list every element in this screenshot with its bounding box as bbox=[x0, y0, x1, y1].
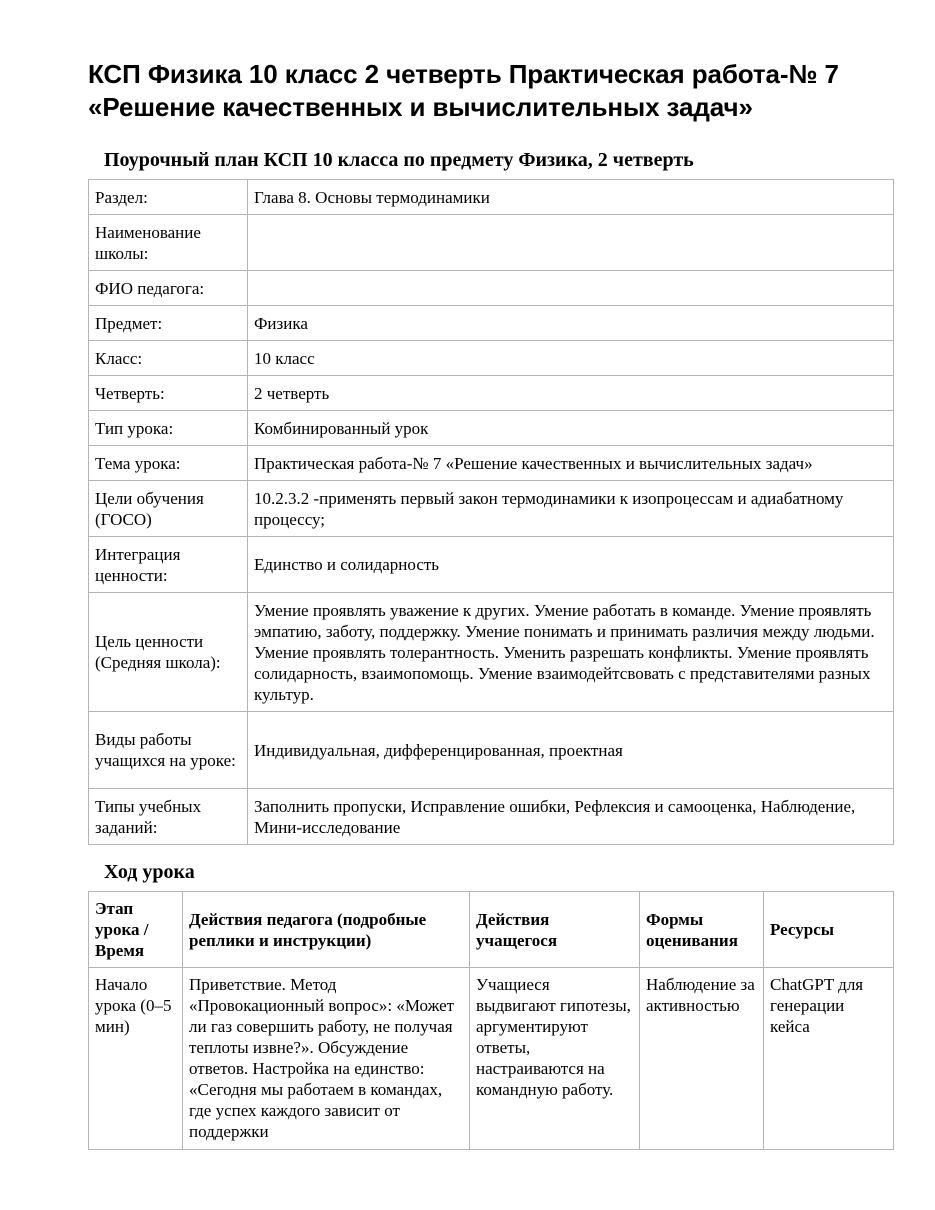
info-value: 10.2.3.2 -применять первый закон термодинамики к изопроцессам и адиабатному процессу; bbox=[248, 481, 894, 537]
info-row-topic bbox=[89, 446, 894, 481]
info-label: Цели обучения (ГОСО) bbox=[89, 481, 248, 537]
lesson-info-table bbox=[88, 179, 894, 845]
flow-header-teacher: Действия педагога (подробные реплики и инструкции) bbox=[183, 892, 470, 968]
info-row-school bbox=[89, 215, 894, 271]
document-page bbox=[88, 58, 893, 1141]
info-row-grade bbox=[89, 341, 894, 376]
flow-cell-teacher: Приветствие. Метод «Провокационный вопрос»: «Может ли газ совершить работу, не получая теплоты извне?». Обсуждение ответов. Настройка на единство: «Сегодня мы работаем в командах, где успех каждого зависит от поддержки bbox=[183, 968, 470, 1150]
document-title: КСП Физика 10 класс 2 четверть Практическая работа-№ 7 «Решение качественных и вычислительных задач» bbox=[88, 59, 839, 122]
info-row-teacher bbox=[89, 271, 894, 306]
info-label: Типы учебных заданий: bbox=[89, 789, 248, 845]
info-row-value-goal bbox=[89, 593, 894, 712]
info-value: Физика bbox=[248, 306, 894, 341]
lesson-flow-heading: Ход урока bbox=[104, 861, 195, 883]
info-label: ФИО педагога: bbox=[89, 271, 248, 306]
plan-heading: Поурочный план КСП 10 класса по предмету Физика, 2 четверть bbox=[104, 149, 694, 171]
info-row-lesson-type bbox=[89, 411, 894, 446]
flow-cell-stage: Начало урока (0–5 мин) bbox=[89, 968, 183, 1150]
table-row bbox=[89, 968, 894, 1150]
info-label: Цель ценности (Средняя школа): bbox=[89, 593, 248, 712]
flow-header-assessment: Формы оценивания bbox=[640, 892, 764, 968]
info-value: Практическая работа-№ 7 «Решение качественных и вычислительных задач» bbox=[248, 446, 894, 481]
info-value: Единство и солидарность bbox=[248, 537, 894, 593]
info-label: Тип урока: bbox=[89, 411, 248, 446]
info-label: Интеграция ценности: bbox=[89, 537, 248, 593]
info-row-work-types bbox=[89, 712, 894, 789]
info-label: Тема урока: bbox=[89, 446, 248, 481]
flow-cell-assessment: Наблюдение за активностью bbox=[640, 968, 764, 1150]
flow-header-stage: Этап урока / Время bbox=[89, 892, 183, 968]
info-value: Умение проявлять уважение к других. Умение работать в команде. Умение проявлять эмпатию, заботу, поддержку. Умение понимать и принимать различия между людьми. Умение проявлять толерантность. Уменить разрешать конфликты. Умение проявлять солидарность, взаимопомощь. Умение взаимодейтсвовать с представителями разных культур. bbox=[248, 593, 894, 712]
info-label: Наименование школы: bbox=[89, 215, 248, 271]
flow-header-student: Действия учащегося bbox=[470, 892, 640, 968]
info-label: Четверть: bbox=[89, 376, 248, 411]
info-value bbox=[248, 271, 894, 306]
flow-header-row bbox=[89, 892, 894, 968]
info-value: Комбинированный урок bbox=[248, 411, 894, 446]
info-row-subject bbox=[89, 306, 894, 341]
info-value bbox=[248, 215, 894, 271]
flow-cell-student: Учащиеся выдвигают гипотезы, аргументируют ответы, настраиваются на командную работу. bbox=[470, 968, 640, 1150]
info-label: Виды работы учащихся на уроке: bbox=[89, 712, 248, 789]
info-value: 2 четверть bbox=[248, 376, 894, 411]
info-row-values bbox=[89, 537, 894, 593]
info-label: Предмет: bbox=[89, 306, 248, 341]
flow-header-resources: Ресурсы bbox=[764, 892, 894, 968]
info-label: Класс: bbox=[89, 341, 248, 376]
lesson-flow-table bbox=[88, 891, 894, 1150]
info-value: Индивидуальная, дифференцированная, проектная bbox=[248, 712, 894, 789]
info-row-quarter bbox=[89, 376, 894, 411]
info-value: Глава 8. Основы термодинамики bbox=[248, 180, 894, 215]
info-row-objectives bbox=[89, 481, 894, 537]
info-value: 10 класс bbox=[248, 341, 894, 376]
info-value: Заполнить пропуски, Исправление ошибки, Рефлексия и самооценка, Наблюдение, Мини-исследование bbox=[248, 789, 894, 845]
info-label: Раздел: bbox=[89, 180, 248, 215]
info-row-task-types bbox=[89, 789, 894, 845]
info-row-section bbox=[89, 180, 894, 215]
flow-cell-resources: ChatGPT для генерации кейса bbox=[764, 968, 894, 1150]
